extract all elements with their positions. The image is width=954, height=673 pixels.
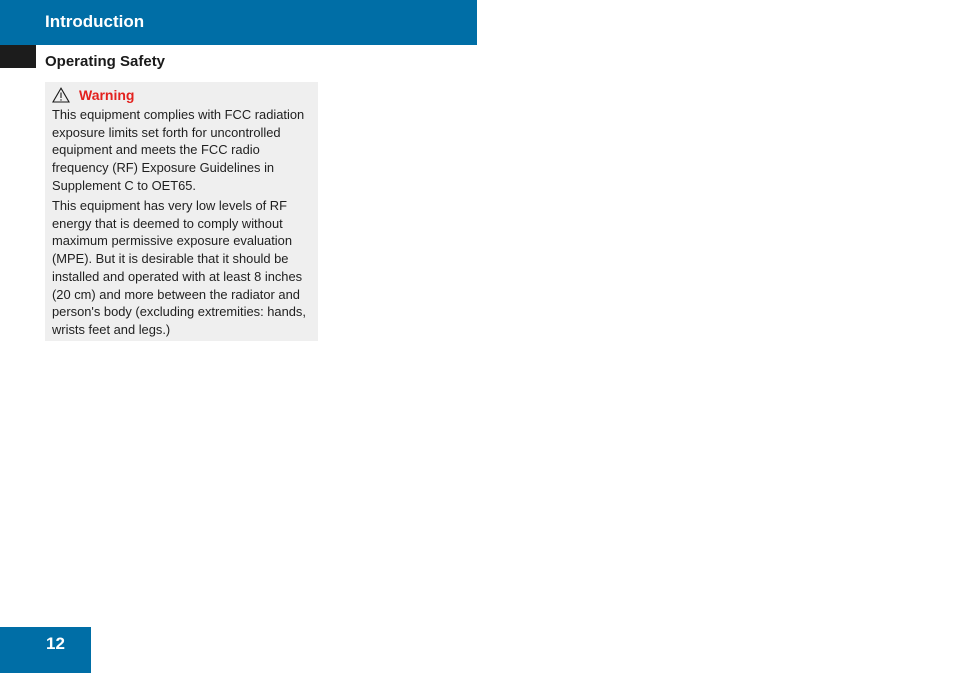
thumb-index-tab: [0, 45, 36, 68]
warning-triangle-icon: [52, 87, 70, 103]
warning-label: Warning: [79, 87, 135, 103]
chapter-title: Introduction: [45, 12, 145, 31]
warning-paragraph-2: This equipment has very low levels of RF energy that is deemed to comply without maximum permissive exposure evaluation (MPE). But it is desirable that it should be installed and operated with at least 8 inches (20 cm) and more between the radiator and person's body (excluding extremities: hands, wrists feet and legs.): [52, 198, 306, 337]
warning-heading: [52, 85, 313, 105]
warning-box: [45, 82, 318, 341]
warning-paragraph-1: This equipment complies with FCC radiation exposure limits set forth for uncontrolled equipment and meets the FCC radio frequency (RF) Exposure Guidelines in Supplement C to OET65.: [52, 107, 305, 193]
page-number: 12: [46, 634, 65, 653]
section-title: Operating Safety: [45, 53, 166, 70]
